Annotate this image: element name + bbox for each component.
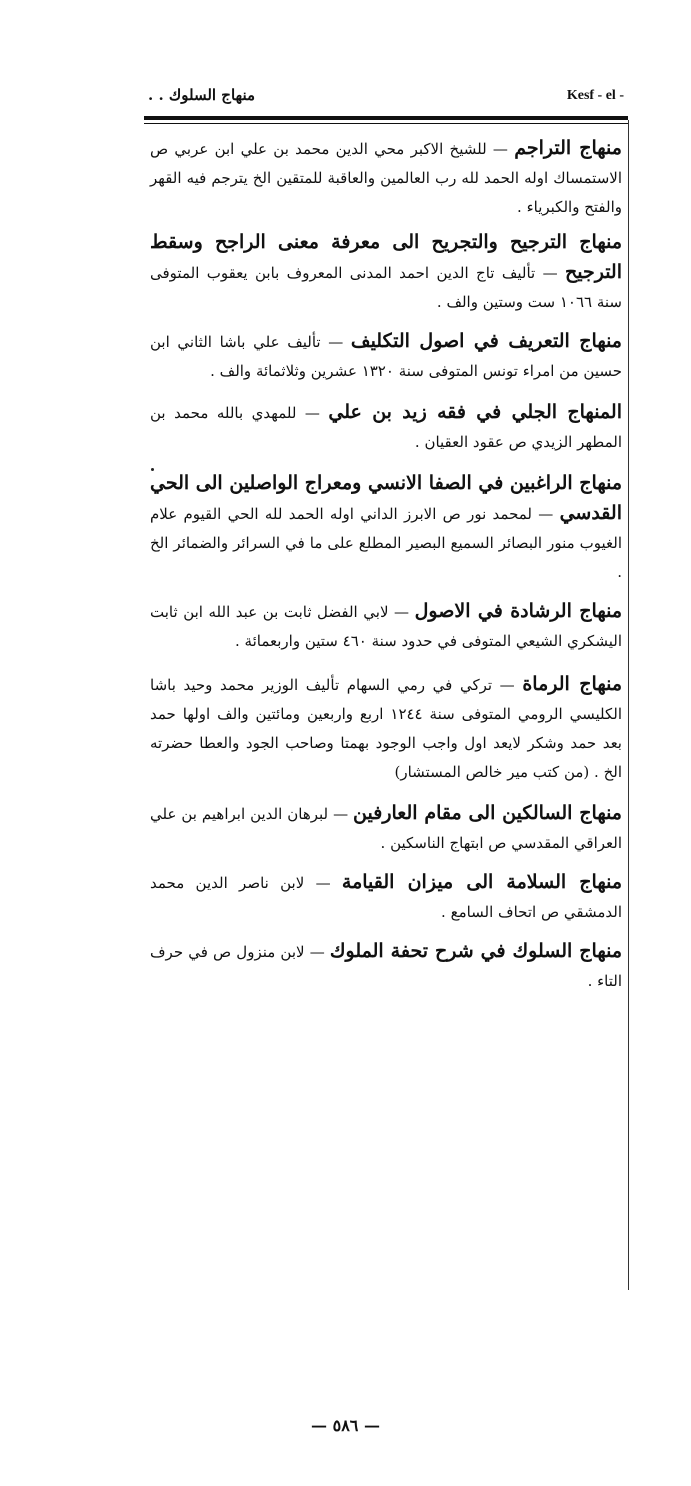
entry-body: — لابن ناصر الدين محمد الدمشقي ص اتحاف السامع . (150, 874, 622, 921)
entry (150, 134, 622, 222)
header-rule-thin (144, 123, 628, 124)
entry-body: — لمحمد نور ص الابرز الداني اوله الحمد لله الحي القيوم علام الغيوب منور البصائر السميع البصير المطلع على ما في السرائر والضمائر الخ . (150, 505, 622, 581)
entry (150, 799, 622, 858)
entry (150, 327, 622, 386)
entry-body: — تركي في رمي السهام تأليف الوزير محمد وحيد باشا الكليسي الرومي المتوفى سنة ١٢٤٤ اربع واربعين ومائتين والف اولها حمد بعد حمد وشكر لايعد اول واجب الوجود بهمتا وصاحب الجود والعطا حضرته الخ . (من كتب مير خالص المستشار) (150, 676, 622, 781)
running-head-arabic: منهاج السلوك . . (148, 86, 256, 104)
entry-head: منهاج الترجيح والتجريح الى معرفة معنى الراجح وسقط الترجيح (150, 231, 622, 283)
entry-head: منهاج الرماة (522, 673, 622, 695)
entry-body: — لابن منزول ص في حرف التاء . (150, 943, 622, 990)
entry (150, 398, 622, 457)
entry-head: منهاج السلوك في شرح تحفة الملوك (329, 940, 622, 962)
margin-rule (628, 120, 629, 1290)
entry-head: منهاج السالكين الى مقام العارفين (353, 802, 622, 824)
entry-list (150, 134, 622, 996)
entry-head: منهاج الراغبين في الصفا الانسي ومعراج الواصلين الى الحي القدسي (150, 472, 622, 524)
entry (150, 228, 622, 317)
entry (150, 469, 622, 587)
running-head (148, 84, 624, 114)
entry-head: المنهاج الجلي في فقه زيد بن علي (328, 401, 622, 423)
entry (150, 597, 622, 656)
entry-body: — لابي الفضل ثابت بن عبد الله ابن ثابت اليشكري الشيعي المتوفى في حدود سنة ٤٦٠ ستين واربعمائة . (150, 603, 622, 650)
entry (150, 937, 622, 996)
running-head-latin: Kesf - el - (566, 88, 624, 103)
entry (150, 670, 622, 787)
entry (150, 868, 622, 927)
entry-body: — للشيخ الاكبر محي الدين محمد بن علي ابن عربي ص الاستمساك اوله الحمد لله رب العالمين والعاقبة للمتقين الخ يترجم فيه القهر والفتح والكبرياء . (150, 140, 622, 216)
header-rule-thick (144, 116, 628, 120)
entry-body: — للمهدي بالله محمد بن المطهر الزيدي ص عقود العقيان . (150, 404, 622, 451)
entry-head: منهاج السلامة الى ميزان القيامة (341, 871, 623, 893)
entry-head: منهاج التعريف في اصول التكليف (350, 330, 622, 352)
entry-body: — لبرهان الدين ابراهيم بن علي العراقي المقدسي ص ابتهاج الناسكين . (150, 805, 622, 852)
page-number: — ٥٨٦ — (311, 1416, 380, 1435)
entry-body: — تأليف علي باشا الثاني ابن حسين من امراء تونس المتوفى سنة ١٣٢٠ عشرين وثلاثمائة والف . (150, 333, 622, 380)
entry-body: — تأليف تاج الدين احمد المدنى المعروف بابن يعقوب المتوفى سنة ١٠٦٦ ست وستين والف . (150, 264, 622, 311)
entry-head: منهاج التراجم (514, 137, 622, 159)
entry-head: منهاج الرشادة في الاصول (414, 600, 622, 622)
